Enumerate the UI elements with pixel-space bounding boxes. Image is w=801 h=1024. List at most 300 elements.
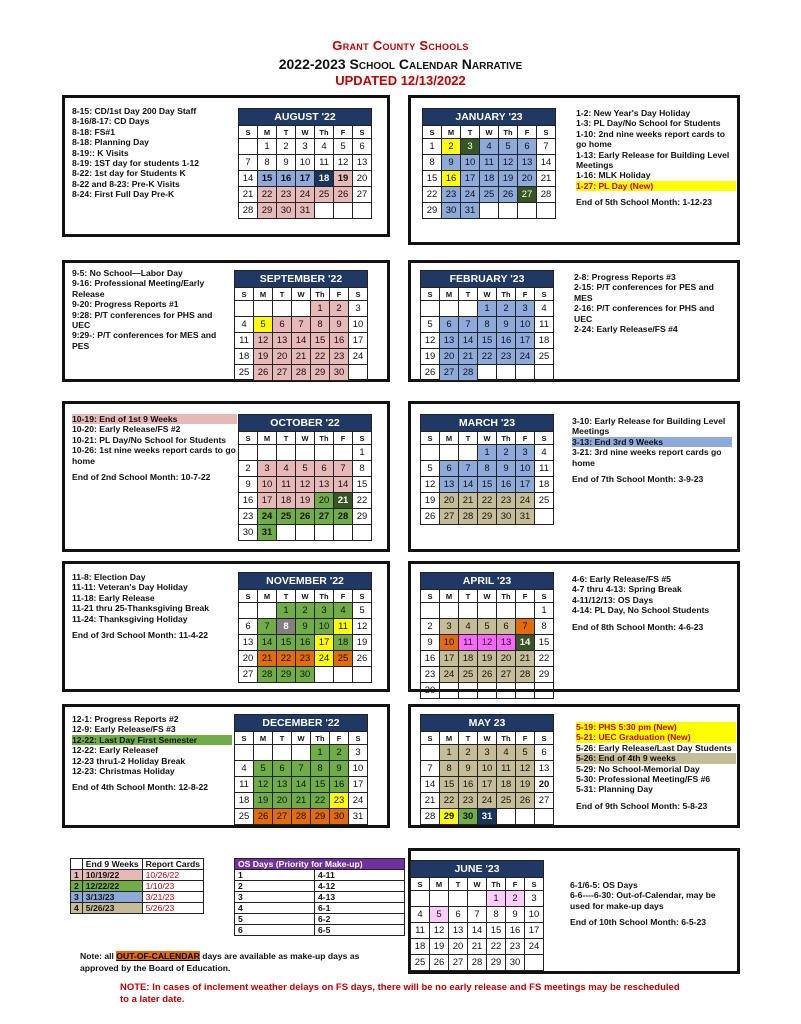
weekday-label: M — [258, 126, 277, 139]
day-cell: 20 — [353, 171, 372, 187]
weekday-label: F — [516, 432, 535, 445]
narrative-item: End of 8th School Month: 4-6-23 — [572, 621, 704, 632]
weekday-label: S — [537, 126, 556, 139]
narrative-may — [576, 722, 736, 811]
narrative-item: 12-23 thru1-2 Holiday Break — [72, 755, 186, 766]
day-cell: 19 — [334, 171, 353, 187]
empty-cell — [258, 445, 277, 461]
nine-weeks-legend — [70, 858, 204, 914]
narrative-feb — [574, 272, 734, 334]
day-cell: 16 — [459, 777, 478, 793]
day-cell: 26 — [516, 793, 535, 809]
day-cell: 28 — [516, 667, 535, 683]
empty-cell — [296, 525, 315, 541]
empty-cell — [235, 301, 254, 317]
weekday-label: S — [411, 878, 430, 891]
day-cell: 7 — [459, 317, 478, 333]
narrative-item: 8-18: FS#1 — [72, 126, 115, 137]
weekday-label: Th — [497, 590, 516, 603]
empty-cell — [239, 603, 258, 619]
day-cell: 23 — [459, 793, 478, 809]
day-cell: 14 — [292, 333, 311, 349]
legend-cell: 5/26/23 — [82, 903, 142, 914]
day-cell: 24 — [516, 349, 535, 365]
weekday-label: S — [421, 288, 440, 301]
weekday-label: F — [518, 126, 537, 139]
day-cell: 15 — [311, 333, 330, 349]
weekday-label: W — [468, 878, 487, 891]
day-cell: 17 — [461, 171, 480, 187]
day-cell: 23 — [277, 187, 296, 203]
day-cell: 3 — [516, 301, 535, 317]
day-cell: 20 — [497, 651, 516, 667]
calendar-apr — [420, 572, 554, 699]
day-cell: 21 — [258, 651, 277, 667]
os-day-cell: 6-2 — [315, 914, 405, 925]
day-cell: 29 — [311, 365, 330, 381]
day-cell: 11 — [535, 461, 554, 477]
calendar-oct — [238, 414, 372, 541]
weekday-label: Th — [499, 126, 518, 139]
weekday-label: S — [349, 732, 368, 745]
day-cell: 8 — [311, 317, 330, 333]
day-cell: 3 — [349, 301, 368, 317]
empty-cell — [421, 745, 440, 761]
day-cell: 5 — [353, 603, 372, 619]
month-title: MAY 23 — [421, 715, 554, 732]
day-cell: 11 — [411, 923, 430, 939]
day-cell: 4 — [535, 445, 554, 461]
narrative-item: End of 3rd School Month: 11-4-22 — [72, 630, 209, 641]
day-cell: 16 — [442, 171, 461, 187]
day-cell: 23 — [421, 667, 440, 683]
weekday-label: T — [459, 432, 478, 445]
narrative-item: 5-21: UEC Graduation (New) — [576, 732, 736, 742]
empty-cell — [349, 365, 368, 381]
day-cell: 21 — [334, 493, 353, 509]
day-cell: 30 — [442, 203, 461, 219]
day-cell: 16 — [506, 923, 525, 939]
day-cell: 11 — [315, 155, 334, 171]
day-cell: 23 — [497, 349, 516, 365]
day-cell: 29 — [277, 667, 296, 683]
weekday-label: T — [273, 732, 292, 745]
empty-cell — [421, 445, 440, 461]
day-cell: 8 — [440, 761, 459, 777]
month-title: SEPTEMBER '22 — [235, 271, 368, 288]
day-cell: 2 — [421, 619, 440, 635]
os-day-cell: 2 — [235, 881, 315, 892]
day-cell: 18 — [315, 171, 334, 187]
day-cell: 4 — [411, 907, 430, 923]
day-cell: 9 — [296, 619, 315, 635]
empty-cell — [411, 891, 430, 907]
empty-cell — [459, 301, 478, 317]
day-cell: 10 — [516, 461, 535, 477]
day-cell: 6 — [535, 745, 554, 761]
empty-cell — [449, 891, 468, 907]
day-cell: 6 — [440, 317, 459, 333]
day-cell: 8 — [353, 461, 372, 477]
legend-cell: 12/22/22 — [82, 881, 142, 892]
day-cell: 13 — [315, 477, 334, 493]
day-cell: 9 — [497, 461, 516, 477]
day-cell: 24 — [525, 939, 544, 955]
day-cell: 30 — [506, 955, 525, 971]
day-cell: 28 — [239, 203, 258, 219]
day-cell: 21 — [292, 349, 311, 365]
day-cell: 8 — [258, 155, 277, 171]
day-cell: 1 — [311, 301, 330, 317]
empty-cell — [277, 445, 296, 461]
weekday-label: T — [459, 732, 478, 745]
weekday-label: W — [296, 126, 315, 139]
weekday-label: S — [535, 590, 554, 603]
day-cell: 11 — [535, 317, 554, 333]
day-cell: 16 — [421, 651, 440, 667]
narrative-item: 8-18: Planning Day — [72, 137, 149, 148]
day-cell: 2 — [239, 461, 258, 477]
empty-cell — [525, 955, 544, 971]
day-cell: 5 — [421, 317, 440, 333]
day-cell: 8 — [487, 907, 506, 923]
weekday-label: S — [239, 126, 258, 139]
month-title: JUNE '23 — [411, 861, 544, 878]
day-cell: 24 — [296, 187, 315, 203]
narrative-item: 3-10: Early Release for Building Level Meetings — [572, 416, 726, 437]
narrative-item: 1-13: Early Release for Building Level Meetings — [576, 149, 730, 171]
empty-cell — [254, 745, 273, 761]
weekday-label: M — [254, 288, 273, 301]
narrative-item: End of 7th School Month: 3-9-23 — [572, 474, 704, 485]
empty-cell — [296, 445, 315, 461]
day-cell: 26 — [478, 667, 497, 683]
weekday-label: S — [423, 126, 442, 139]
day-cell: 31 — [478, 809, 497, 825]
day-cell: 10 — [315, 619, 334, 635]
day-cell: 25 — [535, 493, 554, 509]
empty-cell — [516, 809, 535, 825]
weekday-label: S — [239, 432, 258, 445]
day-cell: 30 — [296, 667, 315, 683]
day-cell: 10 — [349, 761, 368, 777]
day-cell: 1 — [478, 445, 497, 461]
day-cell: 19 — [254, 793, 273, 809]
weekday-label: S — [535, 288, 554, 301]
day-cell: 15 — [478, 333, 497, 349]
day-cell: 20 — [535, 777, 554, 793]
narrative-item: 1-27: PL Day (New) — [576, 181, 736, 191]
day-cell: 24 — [478, 793, 497, 809]
day-cell: 11 — [459, 635, 478, 651]
day-cell: 6 — [449, 907, 468, 923]
day-cell: 19 — [430, 939, 449, 955]
day-cell: 4 — [235, 317, 254, 333]
narrative-item: 11-18: Early Release — [72, 592, 155, 603]
day-cell: 14 — [334, 477, 353, 493]
day-cell: 14 — [292, 777, 311, 793]
day-cell: 8 — [478, 317, 497, 333]
day-cell: 12 — [334, 155, 353, 171]
os-days-table — [234, 858, 405, 936]
day-cell: 23 — [296, 651, 315, 667]
day-cell: 26 — [296, 509, 315, 525]
narrative-item: End of 2nd School Month: 10-7-22 — [72, 472, 211, 483]
day-cell: 9 — [330, 761, 349, 777]
weekday-label: S — [421, 590, 440, 603]
day-cell: 27 — [497, 667, 516, 683]
day-cell: 2 — [459, 745, 478, 761]
empty-cell — [516, 603, 535, 619]
weekday-label: S — [353, 432, 372, 445]
day-cell: 25 — [480, 187, 499, 203]
day-cell: 27 — [273, 365, 292, 381]
day-cell: 14 — [459, 333, 478, 349]
narrative-item: 2-24: Early Release/FS #4 — [574, 324, 678, 335]
empty-cell — [499, 203, 518, 219]
legend-cell: 5/26/23 — [142, 903, 203, 914]
narrative-item: 10-26: 1st nine weeks report cards to go home — [72, 445, 236, 466]
weekday-label: T — [449, 878, 468, 891]
weekday-label: S — [525, 878, 544, 891]
os-day-cell: 4-12 — [315, 881, 405, 892]
day-cell: 14 — [421, 777, 440, 793]
day-cell: 9 — [459, 761, 478, 777]
narrative-jun — [570, 880, 730, 928]
day-cell: 25 — [334, 651, 353, 667]
day-cell: 28 — [292, 809, 311, 825]
day-cell: 10 — [516, 317, 535, 333]
os-day-cell: 3 — [235, 892, 315, 903]
narrative-item: 6-1/6-5: OS Days — [570, 880, 638, 890]
day-cell: 25 — [235, 365, 254, 381]
empty-cell — [235, 745, 254, 761]
weekday-label: F — [334, 432, 353, 445]
day-cell: 8 — [277, 619, 296, 635]
empty-cell — [459, 603, 478, 619]
day-cell: 9 — [277, 155, 296, 171]
empty-cell — [468, 891, 487, 907]
legend-cell: 2 — [71, 881, 83, 892]
day-cell: 22 — [258, 187, 277, 203]
narrative-item: 3-13: End 3rd 9 Weeks — [572, 437, 732, 447]
empty-cell — [537, 203, 556, 219]
day-cell: 24 — [258, 509, 277, 525]
day-cell: 20 — [315, 493, 334, 509]
day-cell: 30 — [497, 509, 516, 525]
narrative-item: 12-22: Early Releasef — [72, 745, 158, 756]
weekday-label: Th — [497, 432, 516, 445]
day-cell: 13 — [273, 333, 292, 349]
day-cell: 3 — [296, 139, 315, 155]
weekday-label: T — [273, 288, 292, 301]
weekday-label: S — [535, 732, 554, 745]
day-cell: 17 — [440, 651, 459, 667]
day-cell: 6 — [273, 317, 292, 333]
empty-cell — [277, 525, 296, 541]
day-cell: 18 — [235, 349, 254, 365]
narrative-item: 11-24: Thanksgiving Holiday — [72, 613, 188, 624]
day-cell: 7 — [239, 155, 258, 171]
day-cell: 28 — [421, 809, 440, 825]
day-cell: 22 — [277, 651, 296, 667]
narrative-item: 11-21 thru 25-Thanksgiving Break — [72, 603, 210, 614]
note-highlight: OUT-OF-CALENDAR — [116, 951, 200, 961]
narrative-item: End of 10th School Month: 6-5-23 — [570, 917, 707, 928]
day-cell: 9 — [239, 477, 258, 493]
day-cell: 16 — [330, 777, 349, 793]
day-cell: 13 — [239, 635, 258, 651]
month-title: AUGUST '22 — [239, 109, 372, 126]
day-cell: 9 — [497, 317, 516, 333]
weekday-label: M — [430, 878, 449, 891]
day-cell: 10 — [296, 155, 315, 171]
empty-cell — [258, 603, 277, 619]
empty-cell — [315, 445, 334, 461]
day-cell: 6 — [273, 761, 292, 777]
day-cell: 24 — [315, 651, 334, 667]
day-cell: 27 — [535, 793, 554, 809]
empty-cell — [353, 667, 372, 683]
day-cell: 17 — [296, 171, 315, 187]
empty-cell — [478, 683, 497, 699]
narrative-mar — [572, 416, 732, 484]
weekday-label: F — [516, 590, 535, 603]
empty-cell — [334, 203, 353, 219]
narrative-item: 11-11: Veteran's Day Holiday — [72, 582, 188, 593]
day-cell: 12 — [421, 477, 440, 493]
day-cell: 23 — [330, 793, 349, 809]
narrative-apr — [572, 574, 732, 632]
day-cell: 17 — [525, 923, 544, 939]
day-cell: 4 — [277, 461, 296, 477]
narrative-item: 1-10: 2nd nine weeks report cards to go home — [576, 128, 726, 150]
narrative-sep — [72, 268, 232, 351]
day-cell: 4 — [497, 745, 516, 761]
day-cell: 3 — [478, 745, 497, 761]
day-cell: 27 — [449, 955, 468, 971]
os-day-cell: 4-11 — [315, 870, 405, 881]
day-cell: 29 — [535, 667, 554, 683]
day-cell: 28 — [334, 509, 353, 525]
day-cell: 4 — [334, 603, 353, 619]
narrative-item: 8-19: 1ST day for students 1-12 — [72, 158, 200, 169]
weekday-label: M — [440, 432, 459, 445]
day-cell: 27 — [353, 187, 372, 203]
narrative-item: 9:29-: P/T conferences for MES and PES — [72, 330, 217, 351]
empty-cell — [292, 745, 311, 761]
day-cell: 2 — [330, 301, 349, 317]
day-cell: 3 — [461, 139, 480, 155]
narrative-jan — [576, 108, 736, 208]
empty-cell — [334, 445, 353, 461]
calendar-dec — [234, 714, 368, 825]
day-cell: 10 — [525, 907, 544, 923]
empty-cell — [516, 683, 535, 699]
day-cell: 12 — [430, 923, 449, 939]
day-cell: 14 — [516, 635, 535, 651]
day-cell: 10 — [440, 635, 459, 651]
day-cell: 24 — [349, 349, 368, 365]
narrative-item: 10-21: PL Day/No School for Students — [72, 434, 227, 445]
day-cell: 30 — [239, 525, 258, 541]
weekday-label: S — [421, 732, 440, 745]
day-cell: 1 — [353, 445, 372, 461]
day-cell: 22 — [353, 493, 372, 509]
calendar-aug — [238, 108, 372, 219]
day-cell: 2 — [277, 139, 296, 155]
day-cell: 5 — [334, 139, 353, 155]
day-cell: 23 — [506, 939, 525, 955]
narrative-item: 9-5: No School—Labor Day — [72, 268, 183, 278]
day-cell: 15 — [487, 923, 506, 939]
day-cell: 12 — [516, 761, 535, 777]
empty-cell — [518, 203, 537, 219]
day-cell: 3 — [440, 619, 459, 635]
day-cell: 12 — [254, 777, 273, 793]
day-cell: 29 — [423, 203, 442, 219]
day-cell: 27 — [440, 509, 459, 525]
day-cell: 18 — [235, 793, 254, 809]
day-cell: 15 — [440, 777, 459, 793]
day-cell: 16 — [497, 333, 516, 349]
narrative-item: 8-24: First Full Day Pre-K — [72, 189, 175, 200]
narrative-item: 4-14: PL Day, No School Students — [572, 605, 710, 616]
day-cell: 28 — [258, 667, 277, 683]
weekday-label: T — [277, 126, 296, 139]
os-day-cell: 4 — [235, 903, 315, 914]
day-cell: 22 — [487, 939, 506, 955]
day-cell: 13 — [273, 777, 292, 793]
weekday-label: W — [478, 590, 497, 603]
empty-cell — [334, 525, 353, 541]
day-cell: 4 — [535, 301, 554, 317]
day-cell: 23 — [497, 493, 516, 509]
empty-cell — [535, 365, 554, 381]
day-cell: 29 — [440, 809, 459, 825]
day-cell: 5 — [516, 745, 535, 761]
page-title: 2022-2023 School Calendar Narrative — [278, 56, 523, 72]
day-cell: 5 — [499, 139, 518, 155]
empty-cell — [497, 603, 516, 619]
day-cell: 13 — [440, 333, 459, 349]
day-cell: 31 — [349, 809, 368, 825]
narrative-item: 8-22: 1st day for Students K — [72, 168, 186, 179]
day-cell: 5 — [421, 461, 440, 477]
day-cell: 20 — [440, 493, 459, 509]
day-cell: 25 — [235, 809, 254, 825]
day-cell: 5 — [430, 907, 449, 923]
updated-date: UPDATED 12/13/2022 — [335, 73, 466, 88]
day-cell: 7 — [421, 761, 440, 777]
empty-cell — [497, 683, 516, 699]
day-cell: 30 — [277, 203, 296, 219]
day-cell: 24 — [461, 187, 480, 203]
narrative-item: 1-3: PL Day/No School for Students — [576, 118, 721, 129]
os-day-cell: 1 — [235, 870, 315, 881]
narrative-item: 12-22: Last Day First Semester — [72, 735, 232, 745]
empty-cell — [497, 809, 516, 825]
os-day-cell: 6-1 — [315, 903, 405, 914]
day-cell: 5 — [296, 461, 315, 477]
narrative-item: 5-26: Early Release/Last Day Students — [576, 742, 732, 753]
day-cell: 10 — [258, 477, 277, 493]
day-cell: 10 — [349, 317, 368, 333]
narrative-item: 1-16: MLK Holiday — [576, 170, 651, 181]
narrative-oct — [72, 414, 237, 482]
empty-cell — [239, 139, 258, 155]
weekday-label: W — [478, 288, 497, 301]
